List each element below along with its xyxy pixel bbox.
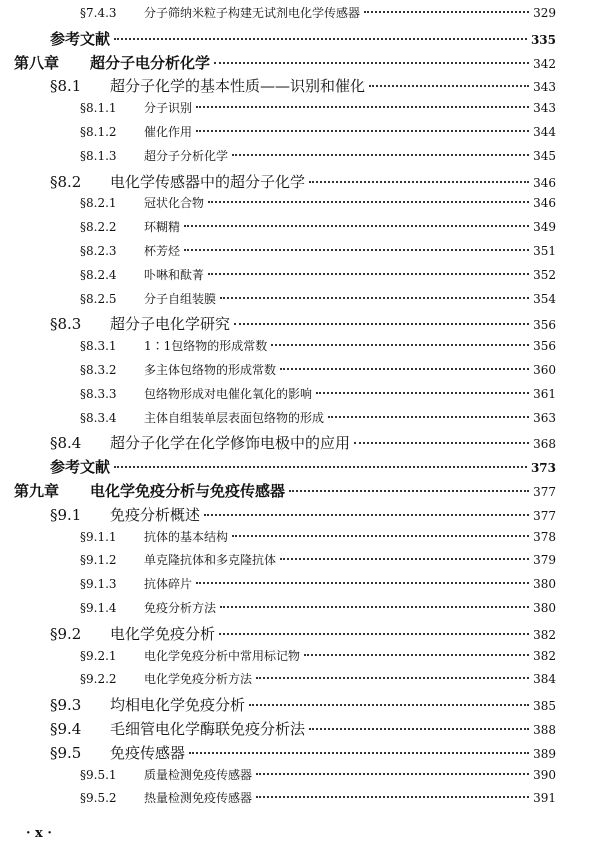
toc-entry-number: §9.1	[50, 505, 82, 524]
toc-page-number: 377	[533, 508, 556, 523]
toc-entry-number: §8.1.3	[80, 148, 117, 163]
toc-dot-leader	[184, 249, 529, 251]
toc-page-number: 379	[533, 553, 556, 568]
toc-dot-leader	[220, 297, 529, 299]
toc-entry-number: §8.1.1	[80, 101, 117, 116]
toc-entry-title: 免疫传感器	[110, 743, 186, 762]
toc-page-number: 343	[533, 80, 556, 95]
toc-entry-number: §8.3.4	[80, 410, 117, 425]
toc-dot-leader	[189, 752, 529, 754]
toc-page-number: 380	[533, 601, 556, 615]
toc-dot-leader	[114, 38, 527, 40]
toc-subsection-row	[80, 337, 556, 354]
toc-subsection-row	[80, 670, 556, 687]
toc-subsection-row	[80, 766, 556, 783]
toc-entry-title: 电化学免疫分析中常用标记物	[144, 648, 301, 663]
toc-section-row	[50, 623, 556, 644]
toc-entry-title: 抗体的基本结构	[144, 529, 229, 544]
toc-entry-number: §9.3	[50, 696, 82, 715]
toc-entry-title: 电化学传感器中的超分子化学	[110, 172, 306, 191]
toc-section-row	[50, 694, 556, 715]
toc-page-number: 351	[533, 244, 556, 258]
toc-page-number: 343	[533, 101, 556, 116]
toc-dot-leader	[289, 490, 529, 492]
toc-page-number: 382	[533, 627, 556, 642]
toc-page-number: 342	[533, 56, 556, 71]
toc-entry-title: 环糊精	[144, 220, 181, 235]
toc-entry-number: §8.1	[50, 77, 82, 96]
toc-entry-number: 第九章	[14, 482, 60, 500]
toc-entry-number: §8.3.1	[80, 339, 117, 354]
toc-dot-leader	[280, 368, 529, 370]
toc-page-number: 378	[533, 529, 556, 544]
toc-page-number: 352	[533, 267, 556, 282]
toc-entry-number: §9.4	[50, 720, 82, 738]
toc-entry-number: §9.2	[50, 624, 82, 643]
toc-subsection-row	[80, 99, 556, 116]
toc-subsection-row	[80, 123, 556, 140]
toc-entry-title: 抗体碎片	[144, 577, 193, 592]
toc-page-number: 385	[533, 699, 556, 714]
toc-dot-leader	[220, 606, 529, 608]
toc-references-row	[50, 456, 556, 477]
toc-entry-number: §9.1.2	[80, 553, 117, 568]
toc-dot-leader	[256, 677, 529, 679]
toc-dot-leader	[208, 273, 529, 275]
toc-page-number: 377	[533, 485, 556, 499]
toc-entry-number: §9.5.1	[80, 767, 117, 782]
toc-page-number: 368	[533, 437, 556, 452]
toc-page-number: 335	[530, 32, 556, 47]
toc-page-number: 363	[533, 410, 556, 425]
toc-entry-title: 参考文献	[50, 29, 111, 48]
toc-entry-title: 免疫分析概述	[110, 505, 201, 524]
toc-dot-leader	[364, 11, 529, 13]
toc-dot-leader	[196, 106, 529, 108]
toc-subsection-row	[80, 4, 556, 21]
toc-entry-title: 分子筛纳米粒子构建无试剂电化学传感器	[144, 6, 361, 20]
toc-entry-title: 超分子电化学研究	[110, 315, 231, 334]
toc-entry-number: §9.1.4	[80, 601, 117, 615]
toc-entry-title: 包络物形成对电催化氧化的影响	[144, 386, 313, 401]
toc-dot-leader	[316, 392, 529, 394]
toc-dot-leader	[309, 181, 529, 183]
toc-section-row	[50, 718, 556, 739]
toc-entry-number: §9.2.1	[80, 648, 117, 663]
toc-dot-leader	[256, 796, 529, 798]
toc-dot-leader	[232, 535, 529, 537]
toc-subsection-row	[80, 528, 556, 545]
toc-entry-number: §8.4	[50, 434, 82, 453]
toc-page-number: 384	[533, 672, 556, 687]
toc-entry-title: 均相电化学免疫分析	[110, 696, 246, 715]
toc-entry-title: 分子识别	[144, 101, 193, 116]
toc-entry-title: 电化学免疫分析	[110, 624, 216, 643]
toc-entry-number: 第八章	[14, 53, 60, 72]
toc-entry-title: 超分子化学在化学修饰电极中的应用	[110, 434, 351, 453]
toc-dot-leader	[204, 514, 529, 516]
toc-entry-title: 杯芳烃	[144, 244, 181, 258]
toc-page-number: 380	[533, 577, 556, 592]
toc-section-row	[50, 742, 556, 763]
toc-entry-title: 毛细管电化学酶联免疫分析法	[110, 720, 306, 738]
toc-page-number: 373	[530, 461, 556, 476]
toc-dot-leader	[256, 773, 529, 775]
toc-section-row	[50, 171, 556, 192]
page-number-footer: · x ·	[26, 826, 52, 841]
toc-page-number: 346	[533, 175, 556, 190]
toc-subsection-row	[80, 290, 556, 307]
toc-references-row	[50, 28, 556, 49]
toc-subsection-row	[80, 218, 556, 235]
toc-page-number: 391	[533, 791, 556, 806]
toc-dot-leader	[219, 633, 529, 635]
toc-dot-leader	[280, 558, 529, 560]
toc-entry-number: §8.2.1	[80, 196, 117, 211]
toc-subsection-row	[80, 385, 556, 402]
toc-entry-title: 超分子分析化学	[144, 148, 229, 163]
toc-dot-leader	[369, 85, 529, 87]
toc-dot-leader	[196, 130, 529, 132]
toc-entry-number: §9.2.2	[80, 672, 117, 687]
toc-dot-leader	[249, 704, 529, 706]
toc-subsection-row	[80, 147, 556, 164]
toc-page-number: 345	[533, 148, 556, 163]
toc-subsection-row	[80, 409, 556, 426]
toc-subsection-row	[80, 361, 556, 378]
toc-page-number: 346	[533, 196, 556, 211]
toc-dot-leader	[208, 201, 529, 203]
toc-entry-title: 卟啉和酞菁	[144, 267, 205, 282]
toc-section-row	[50, 75, 556, 96]
toc-dot-leader	[234, 323, 529, 325]
toc-entry-title: 多主体包络物的形成常数	[144, 363, 277, 377]
toc-entry-number: §8.2.2	[80, 220, 117, 235]
toc-dot-leader	[328, 416, 529, 418]
toc-dot-leader	[309, 728, 529, 730]
toc-subsection-row	[80, 266, 556, 283]
toc-entry-title: 冠状化合物	[144, 196, 205, 211]
toc-subsection-row	[80, 599, 556, 616]
toc-entry-title: 主体自组装单层表面包络物的形成	[144, 410, 325, 425]
toc-page-number: 360	[533, 363, 556, 377]
toc-dot-leader	[271, 344, 529, 346]
toc-dot-leader	[304, 654, 529, 656]
toc-entry-number: §9.1.1	[80, 529, 117, 544]
toc-dot-leader	[196, 582, 529, 584]
toc-page-number: 354	[533, 291, 556, 306]
toc-entry-number: §8.2	[50, 172, 82, 191]
toc-entry-number: §8.1.2	[80, 125, 117, 139]
toc-page-number: 361	[533, 386, 556, 401]
toc-dot-leader	[184, 225, 529, 227]
toc-entry-title: 催化作用	[144, 125, 193, 139]
toc-entry-number: §9.5	[50, 743, 82, 762]
toc-page-number: 349	[533, 220, 556, 235]
toc-entry-title: 超分子化学的基本性质——识别和催化	[110, 77, 366, 96]
toc-page-number: 388	[533, 723, 556, 737]
toc-dot-leader	[232, 154, 529, 156]
toc-section-row	[50, 504, 556, 525]
toc-entry-title: 分子自组装膜	[144, 291, 217, 306]
toc-subsection-row	[80, 647, 556, 664]
toc-subsection-row	[80, 789, 556, 806]
toc-entry-number: §9.1.3	[80, 577, 117, 592]
toc-entry-title: 超分子电分析化学	[90, 53, 211, 72]
toc-chapter-row	[14, 480, 556, 501]
toc-page-number: 382	[533, 648, 556, 663]
toc-subsection-row	[80, 551, 556, 568]
toc-subsection-row	[80, 194, 556, 211]
toc-dot-leader	[354, 442, 529, 444]
toc-entry-number: §8.2.4	[80, 267, 117, 282]
toc-page-number: 356	[533, 339, 556, 354]
toc-entry-number: §8.2.5	[80, 291, 117, 306]
toc-section-row	[50, 313, 556, 334]
toc-entry-title: 单克隆抗体和多克隆抗体	[144, 553, 277, 568]
toc-entry-title: 电化学免疫分析与免疫传感器	[90, 482, 286, 500]
toc-entry-number: §7.4.3	[80, 6, 117, 20]
toc-chapter-row	[14, 52, 556, 73]
toc-entry-title: 1∶1包络物的形成常数	[144, 339, 268, 354]
toc-entry-number: §8.3.2	[80, 363, 117, 377]
toc-section-row	[50, 432, 556, 453]
toc-page-number: 389	[533, 746, 556, 761]
toc-entry-title: 电化学免疫分析方法	[144, 672, 253, 687]
toc-entry-title: 热量检测免疫传感器	[144, 791, 253, 806]
toc-entry-title: 参考文献	[50, 458, 111, 477]
toc-dot-leader	[114, 466, 527, 468]
toc-page-number: 344	[533, 125, 556, 139]
toc-entry-number: §8.2.3	[80, 244, 117, 258]
toc-page-number: 356	[533, 318, 556, 333]
toc-entry-number: §8.3	[50, 315, 82, 334]
toc-entry-title: 免疫分析方法	[144, 601, 217, 615]
toc-entry-number: §8.3.3	[80, 386, 117, 401]
toc-dot-leader	[214, 62, 529, 64]
toc-entry-number: §9.5.2	[80, 791, 117, 806]
toc-subsection-row	[80, 242, 556, 259]
toc-subsection-row	[80, 575, 556, 592]
toc-entry-title: 质量检测免疫传感器	[144, 767, 253, 782]
toc-page-number: 329	[533, 6, 556, 20]
toc-page-number: 390	[533, 767, 556, 782]
